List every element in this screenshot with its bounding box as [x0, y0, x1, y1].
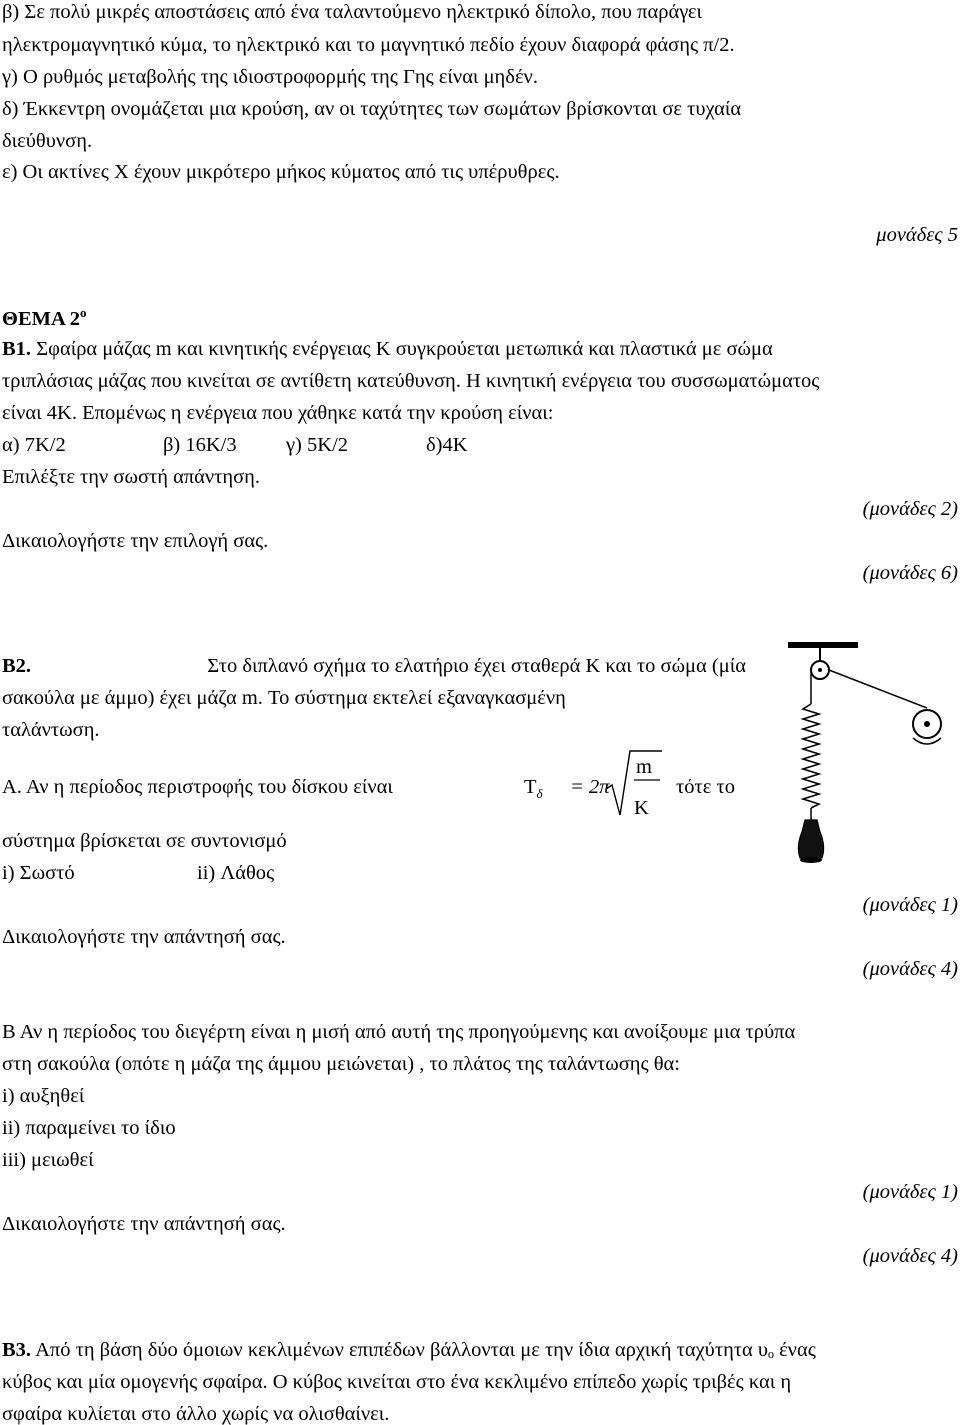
b2-b-line2: στη σακούλα (οπότε η μάζα της άμμου μειώνεται) , το πλάτος της ταλάντωσης θα: [2, 1053, 680, 1075]
b2-opt-true: i) Σωστό [2, 862, 75, 884]
b1-justify: Δικαιολογήστε την επιλογή σας. [2, 530, 269, 552]
b2-a-line2: σύστημα βρίσκεται σε συντονισμό [2, 830, 287, 852]
b3-line1: Β3. Από τη βάση δύο όμοιων κεκλιμένων επιπέδων βάλλονται με την ίδια αρχική ταχύτητα υₒ ένας [2, 1339, 816, 1361]
statement-c: γ) Ο ρυθμός μεταβολής της ιδιοστροφορμής της Γης είναι μηδέν. [2, 66, 538, 88]
b2-b-line1: Β Αν η περίοδος του διεγέρτη είναι η μισή από αυτή της προηγούμενης και ανοίξουμε μια τρύπα [2, 1021, 796, 1043]
b1-line2: τριπλάσιας μάζας που κινείται σε αντίθετη κατεύθυνση. Η κινητική ενέργεια του συσσωματώματος [2, 370, 820, 392]
b2-formula-num: m [636, 756, 652, 778]
b2-points-b2: (μονάδες 4) [862, 1245, 958, 1267]
statement-d-line1: δ) Έκκεντρη ονομάζεται μια κρούση, αν οι ταχύτητες των σωμάτων βρίσκονται σε τυχαία [2, 98, 742, 120]
b2-justify-b: Δικαιολογήστε την απάντησή σας. [2, 1213, 286, 1235]
b2-points-a1: (μονάδες 1) [862, 894, 958, 916]
b2-b-opt3: iii) μειωθεί [2, 1149, 94, 1171]
b3-line2: κύβος και μία ομογενής σφαίρα. Ο κύβος κινείται στο ένα κεκλιμένο επίπεδο χωρίς τριβές και η [2, 1371, 792, 1393]
b2-formula-eq: = 2π [570, 776, 610, 798]
b1-option-c: γ) 5Κ/2 [286, 434, 349, 456]
statement-b-line2: ηλεκτρομαγνητικό κύμα, το ηλεκτρικό και το μαγνητικό πεδίο έχουν διαφορά φάσης π/2. [2, 34, 735, 56]
b2-points-a2: (μονάδες 4) [862, 958, 958, 980]
b1-option-b: β) 16Κ/3 [163, 434, 237, 456]
b1-points-choose: (μονάδες 2) [862, 498, 958, 520]
b1-points-justify: (μονάδες 6) [862, 562, 958, 584]
spring-pulley-figure [780, 636, 955, 886]
b1-choose: Επιλέξτε την σωστή απάντηση. [2, 466, 261, 488]
b2-justify-a: Δικαιολογήστε την απάντησή σας. [2, 926, 286, 948]
sand-bag [798, 820, 823, 858]
b2-label: Β2. [2, 655, 32, 677]
spring [803, 704, 819, 808]
b2-formula-den: K [634, 797, 649, 819]
b2-a-prefix: Α. Αν η περίοδος περιστροφής του δίσκου είναι [2, 776, 393, 798]
b3-line3: σφαίρα κυλίεται στο άλλο χωρίς να ολισθαίνει. [2, 1403, 390, 1425]
statement-b-line1: β) Σε πολύ μικρές αποστάσεις από ένα ταλαντούμενο ηλεκτρικό δίπολο, που παράγει [2, 1, 703, 23]
b2-a-suffix: τότε το [676, 776, 735, 798]
b2-opt-false: ii) Λάθος [197, 862, 275, 884]
points-theme1: μονάδες 5 [876, 224, 958, 246]
b3-label: Β3. [2, 1339, 32, 1361]
b1-line3: είναι 4Κ. Επομένως η ενέργεια που χάθηκε κατά την κρούση είναι: [2, 402, 554, 424]
statement-d-line2: διεύθυνση. [2, 130, 93, 152]
b2-b-opt2: ii) παραμείνει το ίδιο [2, 1117, 176, 1139]
b2-line3: ταλάντωση. [2, 719, 100, 741]
theme2-heading: ΘΕΜΑ $2^o$ [2, 305, 87, 330]
b2-formula-T: $T_\delta$ [524, 776, 543, 802]
b2-b-opt1: i) αυξηθεί [2, 1085, 85, 1107]
b2-line2: σακούλα με άμμο) έχει μάζα m. Το σύστημα εκτελεί εξαναγκασμένη [2, 687, 566, 709]
ceiling-bar [788, 642, 858, 648]
string-to-disc [829, 670, 927, 708]
b1-option-a: α) 7Κ/2 [2, 434, 66, 456]
b2-line1: Β2. Στο διπλανό σχήμα το ελατήριο έχει σταθερά Κ και το σώμα (μία [2, 655, 746, 677]
b2-points-b1: (μονάδες 1) [862, 1181, 958, 1203]
statement-e: ε) Οι ακτίνες Χ έχουν μικρότερο μήκος κύματος από τις υπέρυθρες. [2, 161, 560, 183]
b1-label: Β1. [2, 338, 32, 360]
b1-option-d: δ)4Κ [426, 434, 468, 456]
b1-line1: Β1. Σφαίρα μάζας m και κινητικής ενέργειας Κ συγκρούεται μετωπικά και πλαστικά με σώμα [2, 338, 773, 360]
